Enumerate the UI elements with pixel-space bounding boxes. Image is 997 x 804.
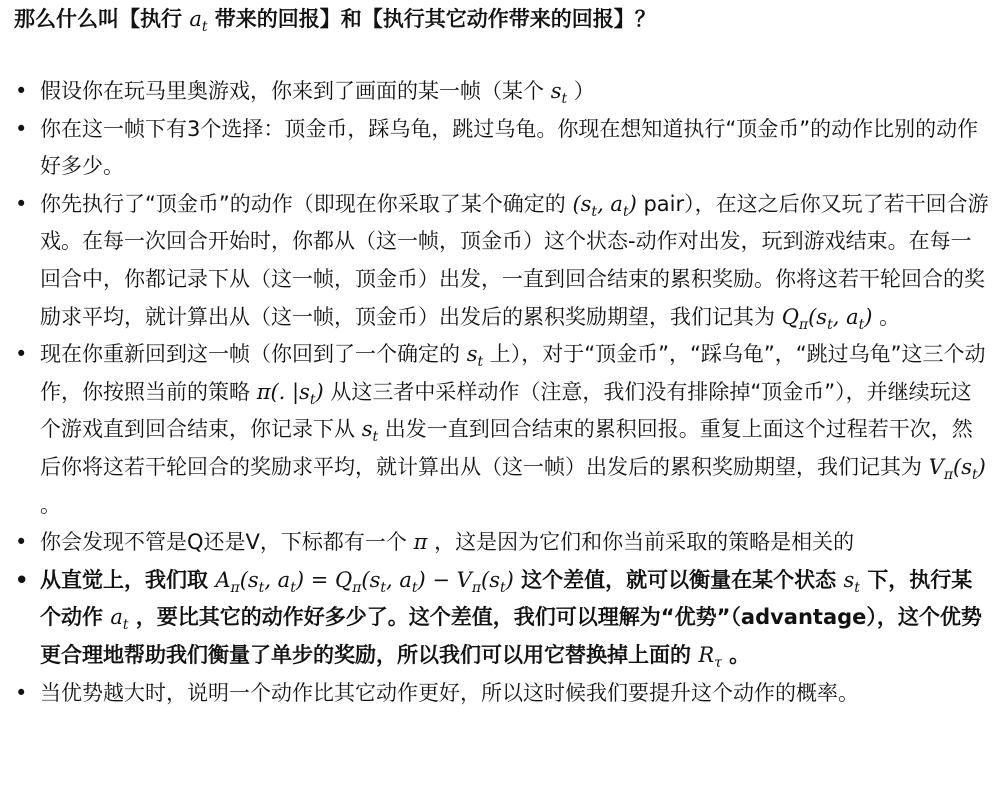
heading-text-after: 带来的回报】和【执行其它动作带来的回报】？: [207, 7, 656, 31]
math-r-tau: $R_\tau$: [698, 642, 722, 672]
list-item-advantage: • 从直觉上，我们取 $A_\pi(s_t$, $a_t) = Q_\pi(s_t$, $a_t) - V_\pi(s_t)$ 这个差值，就可以衡量在某个状态 $s_t$ 下，执行某个动作 $a_t$ ，要比其它的动作好多少了。这个差值，我们可以理解为“优势”（advantage），这个优势更合理地帮助我们衡量了单步的奖励，所以我们可以用它替换掉上面的 $R_\tau$ 。: [0, 562, 997, 675]
math-q-pi: $Q_\pi(s_t$, $a_t$): [781, 304, 873, 333]
list-item-v-value: • 现在你重新回到这一帧（你回到了一个确定的 $s_t$ 上），对于“顶金币”，“踩乌龟”，“跳过乌龟”这三个动作，你按照当前的策略 π(. $|s_t$) 从这三者中采样动作（注意，我们没有排除掉“顶金币”），并继续玩这个游戏直到回合结束，你记录下从 $s_t$ 出发一直到回合结束的累积回报。重复上面这个过程若干次，然后你将这若干轮回合的奖励求平均，就计算出从（这一帧）出发后的累积奖励期望，我们记其为 $V_\pi(s_t)$ 。: [0, 336, 997, 524]
math-pi: π: [413, 530, 428, 555]
math-s-t: $s_t$: [466, 342, 484, 371]
bullet-list: [0, 73, 997, 712]
math-s-t: $s_t$: [550, 79, 568, 108]
section-heading: [14, 4, 989, 34]
list-item-q-value: • 你先执行了“顶金币”的动作（即现在你采取了某个确定的 ($s_t$, $a_t$) pair），在这之后你又玩了若干回合游戏。在每一次回合开始时，你都从（这一帧，顶金币）这个状态-动作对出发，玩到游戏结束。在每一回合中，你都记录下从（这一帧，顶金币）出发，一直到回合结束的累积奖励。你将这若干轮回合的奖励求平均，就计算出从（这一帧，顶金币）出发后的累积奖励期望，我们记其为 $Q_\pi(s_t$, $a_t$) 。: [0, 186, 997, 336]
math-v-pi: $V_\pi(s_t)$: [928, 454, 986, 484]
list-item-pi-subscript: • 你会发现不管是Q还是V，下标都有一个 π ，这是因为它们和你当前采取的策略是相关的: [0, 524, 997, 562]
math-a-t: $a_t$: [189, 7, 208, 36]
list-item-conclusion: • 当优势越大时，说明一个动作比其它动作更好，所以这时候我们要提升这个动作的概率。: [0, 675, 997, 713]
math-a-t: $a_t$: [110, 605, 129, 634]
math-s-t: $s_t$: [361, 417, 379, 446]
list-item-scenario: • 假设你在玩马里奥游戏，你来到了画面的某一帧（某个 $s_t$ ）: [0, 73, 997, 111]
math-advantage-formula: $A_\pi(s_t$, $a_t) = Q_\pi(s_t$, $a_t) - V_\pi(s_t)$: [215, 567, 514, 596]
math-state-action-pair: ($s_t$, $a_t$): [572, 191, 637, 220]
math-s-t: $s_t$: [843, 567, 860, 596]
math-policy: π(. $|s_t$): [256, 379, 324, 408]
heading-text-before: 那么什么叫【执行: [14, 7, 190, 31]
list-item-choices: • 你在这一帧下有3个选择：顶金币，踩乌龟，跳过乌龟。你现在想知道执行“顶金币”的动作比别的动作好多少。: [0, 111, 997, 186]
